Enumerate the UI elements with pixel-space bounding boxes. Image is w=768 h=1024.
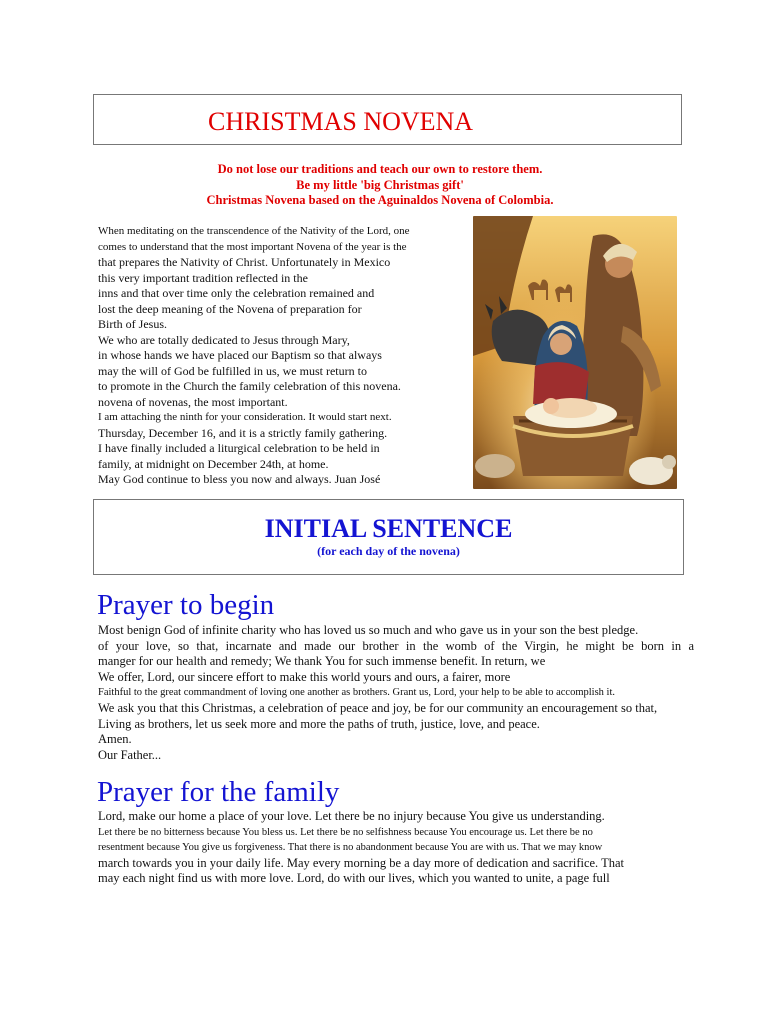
letter-line: novena of novenas, the most important. <box>98 394 288 409</box>
title-box <box>93 94 682 145</box>
letter-line: may the will of God be fulfilled in us, we must return to <box>98 363 367 378</box>
intro-line: Christmas Novena based on the Aguinaldos Novena of Colombia. <box>206 193 554 207</box>
letter-line: When meditating on the transcendence of the Nativity of the Lord, one <box>98 225 410 237</box>
prayer-line: We ask you that this Christmas, a celebration of peace and joy, be for our community an encouragement so that, <box>98 700 658 715</box>
intro-dedication <box>100 162 660 209</box>
prayer-line: Let there be no bitterness because You bless us. Let there be no selfishness because You encourage us. Let there be no <box>98 826 593 838</box>
prayer-line: We offer, Lord, our sincere effort to make this world yours and ours, a fairer, more <box>98 669 511 684</box>
prayer-to-begin-text <box>98 623 694 763</box>
prayer-line: Faithful to the great commandment of loving one another as brothers. Grant us, Lord, your help to be able to accomplish it. <box>98 687 615 699</box>
letter-line: Birth of Jesus. <box>98 317 167 331</box>
prayer-line: of your love, so that, incarnate and made our brother in the womb of the Virgin, he might be born in a <box>98 638 694 653</box>
prayer-line: Most benign God of infinite charity who has loved us so much and who gave us in your son the best pledge. <box>98 623 639 637</box>
prayer-line: Lord, make our home a place of your love. Let there be no injury because You give us understanding. <box>98 809 605 823</box>
letter-line: this very important tradition reflected in the <box>98 270 308 285</box>
letter-line: I have finally included a liturgical celebration to be held in <box>98 441 380 455</box>
letter-line: I am attaching the ninth for your consideration. It would start next. <box>98 411 392 423</box>
prayer-line: Amen. <box>98 732 132 747</box>
letter-line: May God continue to bless you now and always. Juan José <box>98 472 381 486</box>
prayer-for-family-text <box>98 809 694 887</box>
nativity-scene-image <box>473 216 677 489</box>
prayer-line: march towards you in your daily life. May every morning be a day more of dedication and sacrifice. That <box>98 855 624 870</box>
prayer-to-begin-heading: Prayer to begin <box>97 589 275 621</box>
letter-line: to promote in the Church the family celebration of this novena. <box>98 379 401 393</box>
letter-line: comes to understand that the most important Novena of the year is the <box>98 240 407 253</box>
letter-line: family, at midnight on December 24th, at home. <box>98 456 329 471</box>
intro-line: Be my little 'big Christmas gift' <box>296 177 464 192</box>
prayer-line: Our Father... <box>98 747 162 762</box>
introduction-letter <box>98 224 463 488</box>
letter-line: in whose hands we have placed our Baptism so that always <box>98 348 382 362</box>
letter-line: inns and that over time only the celebration remained and <box>98 286 375 300</box>
intro-line: Do not lose our traditions and teach our own to restore them. <box>217 162 543 176</box>
prayer-line: manger for our health and remedy; We thank You for such immense benefit. In return, we <box>98 654 546 669</box>
letter-line: that prepares the Nativity of Christ. Unfortunately in Mexico <box>98 255 391 269</box>
section-subtitle: (for each day of the novena) <box>317 544 460 558</box>
prayer-line: Living as brothers, let us seek more and more the paths of truth, justice, love, and peace. <box>98 716 540 731</box>
letter-line: lost the deep meaning of the Novena of preparation for <box>98 301 362 316</box>
prayer-line: may each night find us with more love. Lord, do with our lives, which you wanted to unite, a page full <box>98 871 610 886</box>
prayer-line: resentment because You give us forgiveness. That there is no abandonment because You are with us. That we may know <box>98 842 603 854</box>
page-title: CHRISTMAS NOVENA <box>208 107 474 136</box>
initial-sentence-box <box>93 499 684 575</box>
section-title: INITIAL SENTENCE <box>264 514 513 543</box>
prayer-for-family-heading: Prayer for the family <box>97 776 340 808</box>
letter-line: Thursday, December 16, and it is a strictly family gathering. <box>98 425 388 440</box>
letter-line: We who are totally dedicated to Jesus through Mary, <box>98 332 350 347</box>
